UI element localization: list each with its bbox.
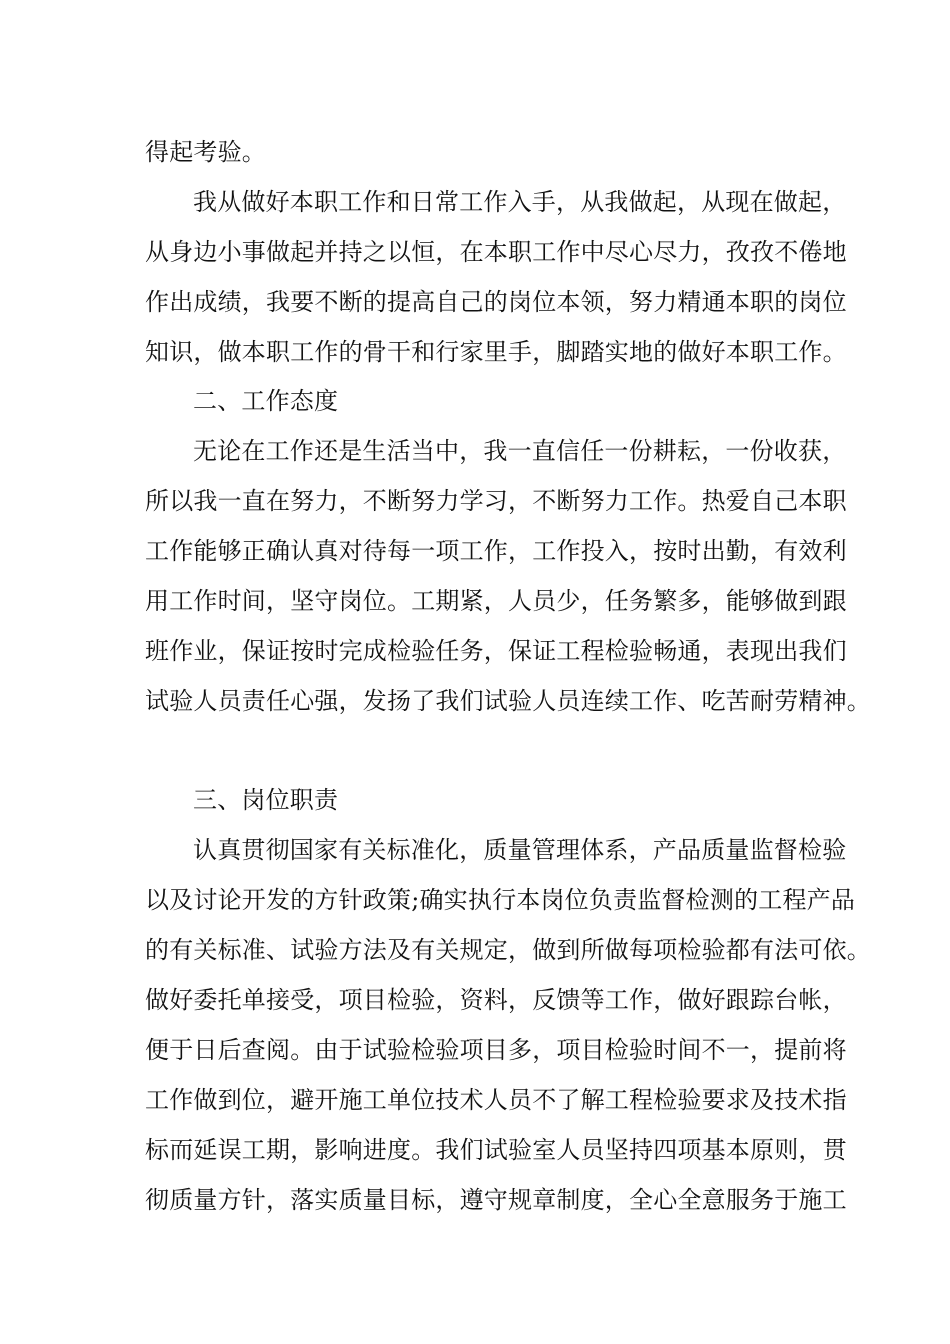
text-line: 以及讨论开发的方针政策;确实执行本岗位负责监督检测的工程产品 (145, 886, 856, 914)
text-line: 所以我一直在努力，不断努力学习，不断努力工作。热爱自己本职 (145, 487, 847, 515)
text-line: 工作做到位，避开施工单位技术人员不了解工程检验要求及技术指 (145, 1086, 847, 1114)
text-line: 标而延误工期，影响进度。我们试验室人员坚持四项基本原则，贯 (145, 1136, 847, 1164)
paragraph-first-line: 认真贯彻国家有关标准化，质量管理体系，产品质量监督检验 (193, 836, 847, 864)
section-heading: 三、岗位职责 (193, 786, 339, 814)
text-line: 用工作时间，坚守岗位。工期紧，人员少，任务繁多，能够做到跟 (145, 587, 847, 615)
text-line: 从身边小事做起并持之以恒，在本职工作中尽心尽力，孜孜不倦地 (145, 238, 847, 266)
text-line: 的有关标准、试验方法及有关规定，做到所做每项检验都有法可依。 (145, 936, 871, 964)
text-line: 便于日后查阅。由于试验检验项目多，项目检验时间不一，提前将 (145, 1036, 847, 1064)
text-line: 彻质量方针，落实质量目标，遵守规章制度，全心全意服务于施工 (145, 1186, 847, 1214)
text-line: 知识，做本职工作的骨干和行家里手，脚踏实地的做好本职工作。 (145, 338, 847, 366)
text-line: 作出成绩，我要不断的提高自己的岗位本领，努力精通本职的岗位 (145, 288, 847, 316)
text-line: 班作业，保证按时完成检验任务，保证工程检验畅通，表现出我们 (145, 637, 847, 665)
paragraph-first-line: 我从做好本职工作和日常工作入手，从我做起，从现在做起， (193, 188, 847, 216)
section-heading: 二、工作态度 (193, 387, 339, 415)
text-line: 试验人员责任心强，发扬了我们试验人员连续工作、吃苦耐劳精神。 (145, 687, 871, 715)
text-line: 做好委托单接受，项目检验，资料，反馈等工作，做好跟踪台帐， (145, 986, 847, 1014)
text-line: 工作能够正确认真对待每一项工作，工作投入，按时出勤，有效利 (145, 537, 847, 565)
paragraph-first-line: 无论在工作还是生活当中，我一直信任一份耕耘，一份收获， (193, 437, 847, 465)
text-line: 得起考验。 (145, 138, 266, 166)
